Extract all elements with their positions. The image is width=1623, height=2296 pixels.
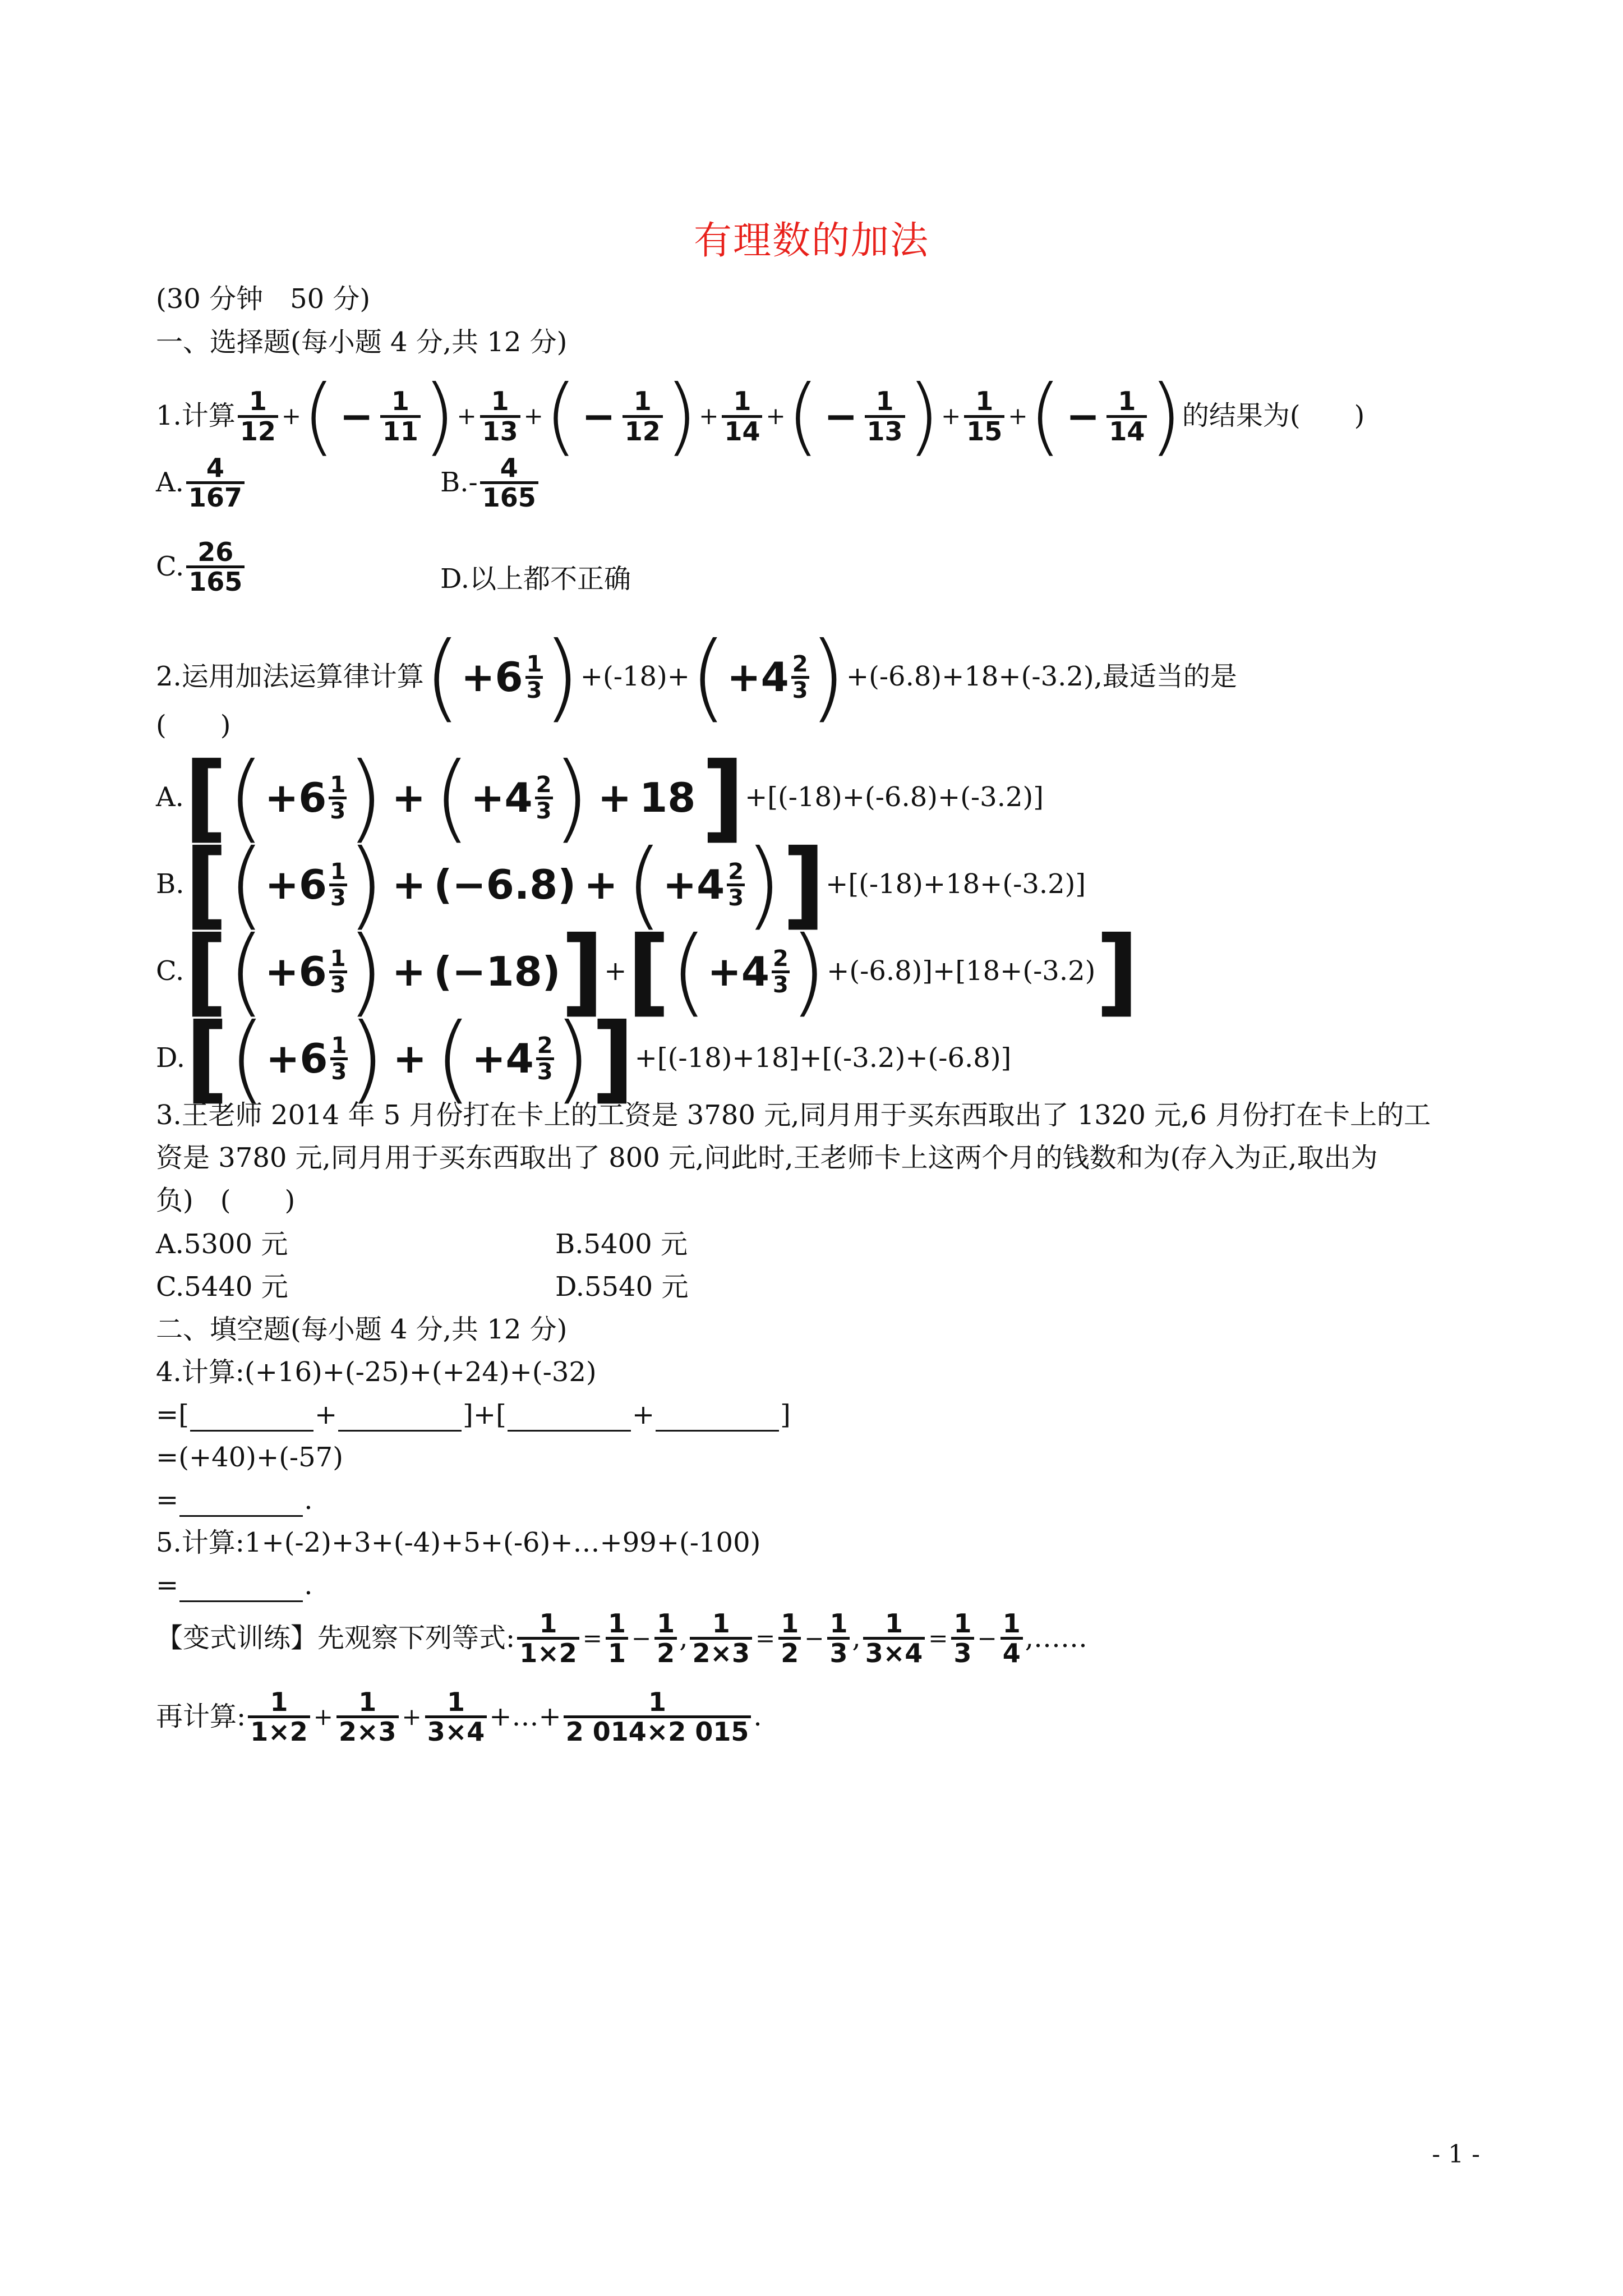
q3-line-2: 资是 3780 元,同月用于买东西取出了 800 元,问此时,王老师卡上这两个月的钱数和为(存入为正,取出为 <box>156 1142 1378 1174</box>
page-number: - 1 - <box>1432 2140 1480 2169</box>
q3-option-c: C.5440 元 <box>156 1271 288 1303</box>
q4-blank-4[interactable] <box>656 1407 779 1432</box>
q1-option-d: D.以上都不正确 <box>440 563 631 595</box>
q1-fraction-2: $\frac{1}{11}$ <box>380 388 421 445</box>
q1-fraction-1: 1 12 <box>238 388 278 445</box>
q4-line-2: =[ + ]+[ + ] <box>156 1399 791 1430</box>
time-score-info: (30 分钟 50 分) <box>156 283 371 315</box>
q3-line-1: 3.王老师 2014 年 5 月份打在卡上的工资是 3780 元,同月用于买东西取出了 1320 元,6 月份打在卡上的工 <box>156 1099 1431 1131</box>
q4-blank-1[interactable] <box>190 1407 313 1432</box>
q1-option-c: C. 26 165 <box>156 539 247 596</box>
q1-fraction-7: $\frac{1}{15}$ <box>964 388 1004 445</box>
q4-line-3: =(+40)+(-57) <box>156 1442 343 1473</box>
q3-option-a: A.5300 元 <box>156 1228 288 1260</box>
q2-mixed-number-2: +4 2 3 <box>727 651 808 703</box>
variant-calc: 再计算: 1 1×2 + $\frac{1}{2\times 3}$ + $\frac{1}{3\times 4}$ +…+ $\frac{1}{2 014\times 2 015}$ . <box>156 1687 762 1747</box>
q3-option-d: D.5540 元 <box>555 1271 689 1303</box>
q2-mixed-number-1: +6 1 3 <box>461 651 542 703</box>
q1-fraction-4: $\frac{1}{12}$ <box>623 388 663 445</box>
q2-option-c: C. [ ( +6 1 3 ) + (−18) ] + [ ( +4 2 3 ) +(-6.8)]+[18+(-3.2) ] <box>156 916 1140 1027</box>
q2-option-b: B. [ ( +6 1 3 ) + (−6.8) + ( +4 2 3 ) ] +[(-18)+18+(-3.2)] <box>156 829 1086 940</box>
q1-option-b: B. - 4 165 <box>440 454 541 512</box>
section-choice-heading: 一、选择题(每小题 4 分,共 12 分) <box>156 326 568 358</box>
variant-observe: 【变式训练】先观察下列等式: $\frac{1}{1\times 2}$ = $\frac{1}{1}$ − $\frac{1}{2}$ , $\frac{1}{2\times 3}$ = $\frac{1}{2}$ − $\frac{1}{3}$ , $\frac{1}{3\times 4}$ = $\frac{1}{3}$ − $\frac{1}{4}$ , …… <box>156 1608 1087 1669</box>
q2-answer-paren: ( ) <box>156 710 231 741</box>
q3-line-3: 负) ( ) <box>156 1185 296 1216</box>
q1-prefix: 1.计算 <box>156 400 236 432</box>
q1-option-a: A. 4 167 <box>156 454 247 512</box>
q1-fraction-6: $\frac{1}{13}$ <box>865 388 905 445</box>
q1-fraction-3: $\frac{1}{13}$ <box>480 388 520 445</box>
q2-option-a: A. [ ( +6 1 3 ) + ( +4 2 3 ) + 18 ] +[(-18)+(-6.8)+(-3.2)] <box>156 742 1044 853</box>
q1-option-a-fraction: 4 167 <box>186 454 245 512</box>
q1-fraction-8: $\frac{1}{14}$ <box>1106 388 1147 445</box>
q5-line-2: = . <box>156 1570 313 1601</box>
q3-option-b: B.5400 元 <box>555 1228 688 1260</box>
q1-suffix: 的结果为( ) <box>1182 400 1365 432</box>
question-2: 2.运用加法运算律计算 ( +6 1 3 ) +(-18)+ ( +4 2 3 ) +(-6.8)+18+(-3.2),最适当的是 <box>156 622 1237 733</box>
q4-blank-3[interactable] <box>508 1407 631 1432</box>
q4-blank-answer[interactable] <box>179 1493 303 1517</box>
page-title: 有理数的加法 <box>693 219 929 263</box>
q1-option-c-fraction: 26 165 <box>186 539 245 596</box>
q5-line-1: 5.计算:1+(-2)+3+(-4)+5+(-6)+…+99+(-100) <box>156 1527 761 1558</box>
q1-fraction-5: $\frac{1}{14}$ <box>722 388 762 445</box>
q4-line-1: 4.计算:(+16)+(-25)+(+24)+(-32) <box>156 1356 597 1388</box>
q2-option-d: D. [ ( +6 1 3 ) + ( +4 2 3 ) ] +[(-18)+18]+[(-3.2)+(-6.8)] <box>156 1003 1012 1114</box>
q4-blank-2[interactable] <box>338 1407 462 1432</box>
q4-line-4: = . <box>156 1484 313 1516</box>
question-1: 1.计算 1 12 + ( − $\frac{1}{11}$ ) + $\frac{1}{13}$ + ( − $\frac{1}{12}$ ) + $\frac{1}{14}$ + ( − $\frac{1}{13}$ ) + $\frac{1}{15}$ + ( − $\frac{1}{14}$ ) 的结果为( ) <box>156 367 1365 465</box>
section-fill-heading: 二、填空题(每小题 4 分,共 12 分) <box>156 1314 568 1345</box>
q5-blank-answer[interactable] <box>179 1578 303 1602</box>
q1-option-b-fraction: 4 165 <box>480 454 538 512</box>
